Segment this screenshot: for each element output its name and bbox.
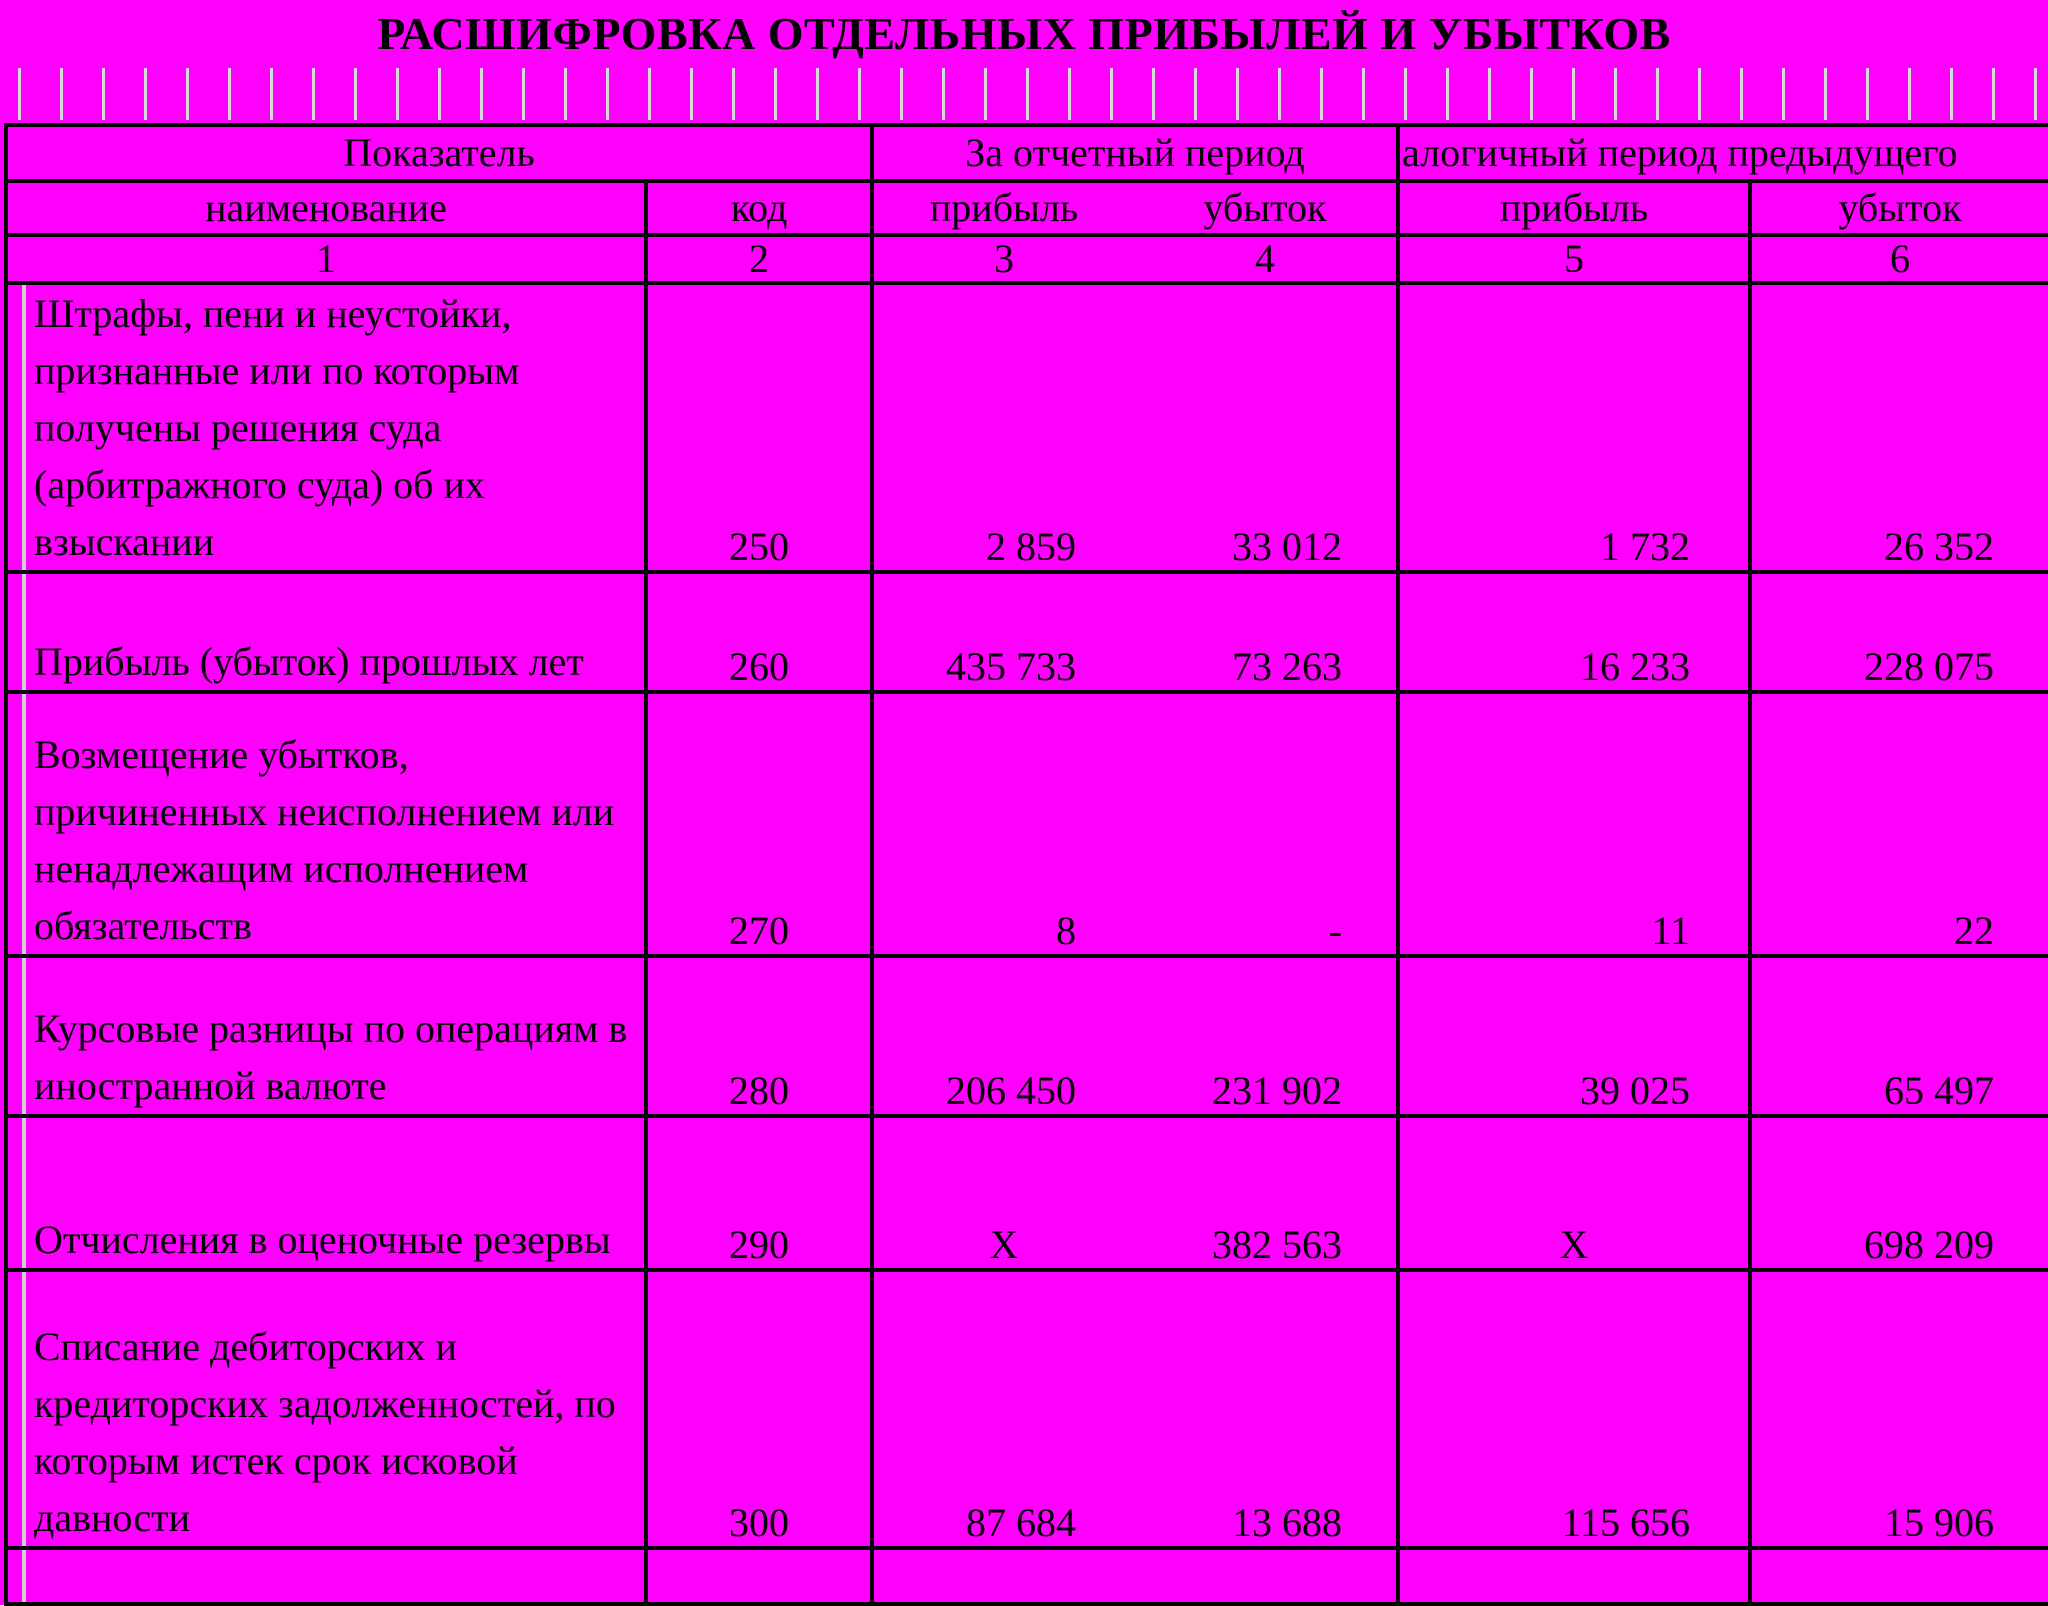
table-row [6,1116,2048,1270]
header-code: код [646,181,872,235]
header-current-period: За отчетный период [872,125,1398,181]
empty-cell [1398,1548,1750,1604]
row-code: 300 [646,1270,872,1548]
table-row [6,692,2048,956]
row-loss-current: 231 902 [1134,956,1398,1116]
table-row [6,956,2048,1116]
row-profit-previous: 39 025 [1398,956,1750,1116]
row-profit-current: 435 733 [872,572,1134,692]
column-number-2: 2 [646,235,872,283]
row-loss-previous: 15 906 [1750,1270,2048,1548]
row-loss-current: 13 688 [1134,1270,1398,1548]
row-profit-current: Х [872,1116,1134,1270]
row-loss-previous: 698 209 [1750,1116,2048,1270]
row-code: 290 [646,1116,872,1270]
empty-cell [872,1548,1134,1604]
row-loss-previous: 26 352 [1750,283,2048,572]
row-name: Прибыль (убыток) прошлых лет [6,572,646,692]
row-loss-previous: 65 497 [1750,956,2048,1116]
row-profit-current: 8 [872,692,1134,956]
row-loss-previous: 228 075 [1750,572,2048,692]
row-loss-current: - [1134,692,1398,956]
row-loss-current: 382 563 [1134,1116,1398,1270]
row-profit-previous: Х [1398,1116,1750,1270]
row-profit-previous: 16 233 [1398,572,1750,692]
row-profit-previous: 115 656 [1398,1270,1750,1548]
table-row [6,1270,2048,1548]
header-profit-previous: прибыль [1398,181,1750,235]
header-loss-previous: убыток [1750,181,2048,235]
row-profit-current: 87 684 [872,1270,1134,1548]
row-name: Списание дебиторских и кредиторских задолженностей, по которым истек срок исковой давности [6,1270,646,1548]
column-number-5: 5 [1398,235,1750,283]
table-row [6,572,2048,692]
column-number-6: 6 [1750,235,2048,283]
empty-cell [1134,1548,1398,1604]
row-profit-current: 2 859 [872,283,1134,572]
report-title: РАСШИФРОВКА ОТДЕЛЬНЫХ ПРИБЫЛЕЙ И УБЫТКОВ [377,8,1671,59]
row-loss-current: 33 012 [1134,283,1398,572]
column-number-row [6,235,2048,283]
column-number-1: 1 [6,235,646,283]
row-name: Курсовые разницы по операциям в иностранной валюте [6,956,646,1116]
column-number-3: 3 [872,235,1134,283]
table-row [6,283,2048,572]
empty-cell [1750,1548,2048,1604]
empty-cell [6,1548,646,1604]
row-loss-previous: 22 [1750,692,2048,956]
header-indicator: Показатель [6,125,872,181]
header-loss-current: убыток [1134,181,1398,235]
header-name: наименование [6,181,646,235]
empty-cell [646,1548,872,1604]
row-code: 270 [646,692,872,956]
row-name: Возмещение убытков, причиненных неисполнением или ненадлежащим исполнением обязательств [6,692,646,956]
row-code: 260 [646,572,872,692]
column-number-4: 4 [1134,235,1398,283]
header-profit-current: прибыль [872,181,1134,235]
row-profit-previous: 11 [1398,692,1750,956]
empty-row [6,1548,2048,1604]
header-previous-period: алогичный период предыдущего [1398,125,2048,181]
row-code: 280 [646,956,872,1116]
row-name: Отчисления в оценочные резервы [6,1116,646,1270]
row-code: 250 [646,283,872,572]
row-profit-current: 206 450 [872,956,1134,1116]
row-loss-current: 73 263 [1134,572,1398,692]
row-name: Штрафы, пени и неустойки, признанные или по которым получены решения суда (арбитражного суда) об их взыскании [6,283,646,572]
column-ruler [0,68,2048,120]
header-row-2 [6,181,2048,235]
header-row-1 [6,125,2048,181]
profit-loss-table [4,123,2048,1606]
row-profit-previous: 1 732 [1398,283,1750,572]
